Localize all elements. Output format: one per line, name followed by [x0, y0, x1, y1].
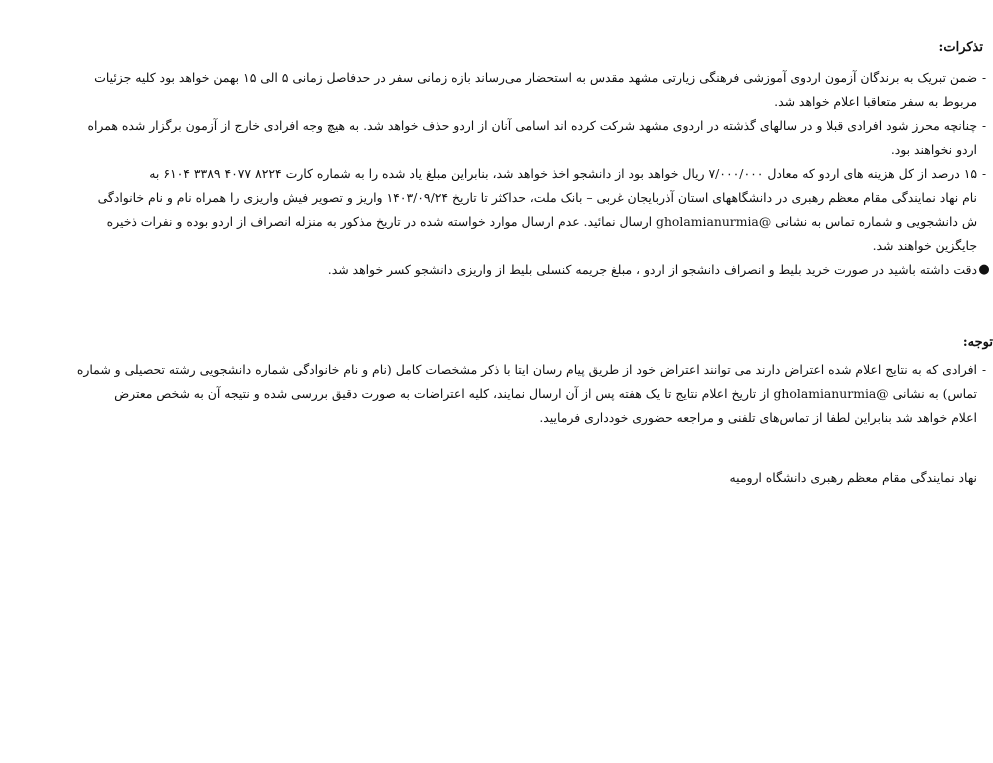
objection-item-text: تماس) به نشانی @gholamianurmia از تاریخ اعلام نتایج تا یک هفته پس از آن ارسال نمایند، کلیه اعتراضات به صورت دقیق بررسی شده و نتیجه آن به شخص معترض — [114, 386, 977, 401]
notes-item-text: نام نهاد نمایندگی مقام معظم رهبری در دانشگاههای استان آذربایجان غربی – بانک ملت، حداکثر تا تاریخ ۱۴۰۳/۰۹/۲۴ واریز و تصویر فیش واریزی را همراه نام و نام خانوادگی — [97, 190, 977, 205]
notes-item-text: دقت داشته باشید در صورت خرید بلیط و انصراف دانشجو از اردو ، مبلغ جریمه کنسلی بلیط از واریزی دانشجو کسر خواهد شد. — [327, 262, 977, 277]
notes-item-text: جایگزین خواهند شد. — [872, 238, 977, 253]
notes-item-text: ۱۵ درصد از کل هزینه های اردو که معادل ۷/۰۰۰/۰۰۰ ریال خواهد بود از دانشجو اخذ خواهد شد، بنابراین مبلغ یاد شده را به شماره کارت ۸۲۲۴ ۴۰۷۷ ۳۳۸۹ ۶۱۰۴ به — [149, 166, 977, 181]
notes-item-text: مربوط به سفر متعاقبا اعلام خواهد شد. — [774, 94, 977, 109]
list-dash: - — [981, 71, 987, 85]
notes-heading: تذکرات: — [938, 40, 983, 55]
signature-line: نهاد نمایندگی مقام معظم رهبری دانشگاه ارومیه — [729, 470, 977, 485]
list-dash: - — [981, 363, 987, 377]
objection-heading: توجه: — [962, 335, 993, 350]
objection-item — [0, 358, 991, 430]
notes-item-cancellation-fee — [0, 258, 991, 282]
notes-item-payment — [0, 162, 991, 258]
notes-item-previous-participants — [0, 114, 991, 162]
notes-item-travel-dates — [0, 66, 991, 114]
notes-item-text: چنانچه محرز شود افرادی قبلا و در سالهای گذشته در اردوی مشهد شرکت کرده اند اسامی آنان از اردو حذف خواهد شد. به هیچ وجه افرادی خارج از آزمون برگزار شده همراه — [87, 118, 977, 133]
notes-list — [0, 66, 991, 282]
notes-item-text: ضمن تبریک به برندگان آزمون اردوی آموزشی فرهنگی زیارتی مشهد مقدس به استحضار می‌رساند بازه زمانی سفر در حدفاصل زمانی ۵ الی ۱۵ بهمن خواهد بود کلیه جزئیات — [94, 70, 977, 85]
objection-item-text: اعلام خواهد شد بنابراین لطفا از تماس‌های تلفنی و مراجعه حضوری خودداری فرمایید. — [539, 410, 977, 425]
notes-item-text: ش دانشجویی و شماره تماس به نشانی @gholamianurmia ارسال نمائید. عدم ارسال موارد خواسته شده در تاریخ مذکور به منزله انصراف از اردو بوده و نفرات ذخیره — [106, 214, 977, 229]
notes-item-text: اردو نخواهند بود. — [890, 142, 977, 157]
objection-list — [0, 358, 991, 430]
list-dash: - — [981, 119, 987, 133]
list-dash: - — [981, 167, 987, 181]
list-bullet: ● — [978, 262, 990, 277]
objection-item-text: افرادی که به نتایج اعلام شده اعتراض دارند می توانند اعتراض خود از طریق پیام رسان ایتا با ذکر مشخصات کامل (نام و نام خانوادگی شماره دانشجویی رشته تحصیلی و شماره — [76, 362, 977, 377]
